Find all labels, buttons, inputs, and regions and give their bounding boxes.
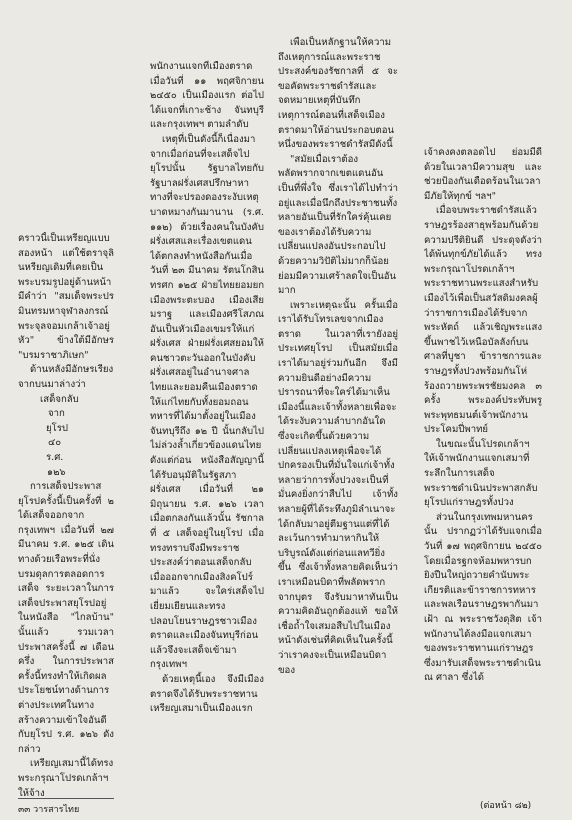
text-column-3 <box>278 36 398 812</box>
paragraph: พนักงานแจกที่เมืองตราด เมื่อวันที่ ๑๑ พฤศจิกายน ๒๔๕๐ เป็นเมืองแรก ต่อไปได้แจกที่เกาะช้าง จันทบุรี และกรุงเทพฯ ตามลำดับ <box>150 61 264 131</box>
inscription-line: ๔๐ <box>48 437 62 449</box>
continued-note: (ต่อหน้า ๘๒) <box>480 801 532 811</box>
paragraph: ด้วยเหตุนี้เอง จึงมีเมืองตราดจึงได้รับพระราชทานเหรียญเสมาเป็นเมืองแรก <box>150 673 264 715</box>
page-footer: ๓๓ วารสารไทย <box>18 805 80 815</box>
paragraph: เมื่อจบพระราชดำรัสแล้ว ราษฎรร้องสาธุพร้อมกันด้วยความปรีติยินดี ประดุจดังว่าได้พ้นทุกข์ภัยได้แล้ว ทรงพระกรุณาโปรดเกล้าฯ พระราชทานพระแสงสำหรับเมืองไว้เพื่อเป็นสวัสดิมงคลผู้ว่าราชการเมืองได้รับจากพระหัตถ์ แล้วเชิญพระแสงขึ้นพาชไว้เหนือบัลลังก์บนศาลที่บูชา ข้าราชการและราษฎรทั้งปวงพร้อมกันโห่ร้องถวายพระพรชัยมงคล ๓ ครั้ง พระองค์ประทับพรูพระพุทธมนต์เจ้าพนักงานประโคมปี่พาทย์ <box>424 205 542 436</box>
paragraph: เพื่อเป็นหลักฐานให้ความถึงเหตุการณ์และพระราชประสงค์ของรัชกาลที่ ๕ จะขอคัดพระราชดำรัสและจดหมายเหตุที่บันทึกเหตุการณ์ตอนที่เสด็จเมืองตราดมาให้อ่านประกอบตอนหนึ่งของพระราชดำรัสมีดังนี้ <box>278 37 398 151</box>
inscription-line: ยุโรป <box>46 422 69 434</box>
medal-inscription <box>18 393 114 481</box>
paragraph: ด้านหลังมีอักษรเรียงจากบนมาล่างว่า <box>18 364 114 390</box>
paragraph: คราวนี้เป็นเหรียญแบบสองหน้า แต่ใช้ตราจุลินหรียญเดิมที่เคยเป็นพระบรมรูปอยู่ด้านหน้ามีคำว่า "สมเด็จพระปรมินทรมหาจุฬาลงกรณ์ พระจุลจอมเกล้าเจ้าอยู่หัว" ข้างใต้มีอักษร "บรมราชาภิเษก" <box>18 233 114 361</box>
inscription-line: จาก <box>48 408 65 420</box>
inscription-line: ๑๒๖ <box>47 466 66 478</box>
text-column-2 <box>150 60 264 812</box>
text-column-1 <box>18 232 114 798</box>
inscription-line: ร.ศ. <box>46 451 64 463</box>
paragraph: เหรียญเสมานี้ได้ทรงพระกรุณาโปรดเกล้าฯ ให้จ้าง <box>18 758 114 798</box>
paragraph: เหตุที่เป็นดังนี้ก็เนื่องมาจากเมื่อก่อนที่จะเสด็จไปยุโรปนั้น รัฐบาลไทยกับรัฐบาลฝรั่งเศสปรึกษาหาทางที่จะปรองดองระงับเหตุบาดหมางกันมานาน (ร.ศ. ๑๑๒) ด้วยเรื่องคนในบังคับฝรั่งเศสและเรื่องเขตแดน ได้ตกลงทำหนังสือกันเมื่อวันที่ ๒๓ มีนาคม รัตนโกสินทรศก ๑๒๕ ฝ่ายไทยยอมยกเมืองพระตะบอง เมืองเสียมราฐ และเมืองศรีโสภณ อันเป็นหัวเมืองเขมรให้แก่ฝรั่งเศส ฝ่ายฝรั่งเศสยอมให้คนชาวตะวันออกในบังคับฝรั่งเศสอยู่ในอำนาจศาลไทยและยอมคืนเมืองตราดให้แก่ไทยกับทั้งยอมถอนทหารที่ได้มาตั้งอยู่ในเมืองจันทบุรีถึง ๑๒ ปี นั้นกลับไป ไม่ล่วงล้ำเกี่ยวข้องแดนไทยดังแต่ก่อน หนังสือสัญญานี้ได้รับอนุมัติในรัฐสภาฝรั่งเศส เมื่อวันที่ ๒๑ มิถุนายน ร.ศ. ๑๒๖ เวลาเมื่อตกลงกันแล้วนั้น รัชกาลที่ ๕ เสด็จอยู่ในยุโรป เมื่อทรงทราบจึงมีพระราชประสงค์ว่าตอนเสด็จกลับ เมื่อออกจากเมืองสิงคโปร์มาแล้ว จะใคร่เสด็จไปเยี่ยมเยียนและทรงปลอบโยนราษฎรชาวเมืองตราดและเมืองจันทบุรีก่อน แล้วจึงจะเสด็จเข้ามากรุงเทพฯ <box>150 133 264 671</box>
paragraph: การเสด็จประพาสยุโรปครั้งนี้เป็นครั้งที่ ๒ ได้เสด็จออกจากกรุงเทพฯ เมื่อวันที่ ๒๗ มีนาคม ร.ศ. ๑๒๕ เดินทางด้วยเรือพระที่นั่ง บรมดุลการตลอดการเสด็จ ระยะเวลาในการเสด็จประพาสยุโรปอยู่ในหนังสือ "ไกลบ้าน" นั้นแล้ว รวมเวลาประพาสครั้งนี้ ๗ เดือนครึ่ง ในการประพาสครั้งนี้ทรงทำให้เกิดผลประโยชน์ทางด้านการต่างประเทศในทางสร้างความเข้าใจอันดีกับยุโรป ร.ศ. ๑๒๖ ดังกล่าว <box>18 481 114 755</box>
footer-rule <box>18 798 114 799</box>
text-column-4 <box>424 146 542 806</box>
paragraph: ส่วนในกรุงเทพมหานครนั้น ปรากฏว่าได้รับแจกเมื่อวันที่ ๑๗ พฤศจิกายน ๒๔๕๐ โดยเมื่อรฐกจห้อมพหารบกยิงปืนใหญ่ถวายคำนับพระเกียรติและข้าราชการทหารและพลเรือนราษฎรพากันมาเฝ้า ณ พระราชวังดุสิต เจ้าพนักงานได้ลงมือแจกเสมาของพระราชทานแก่ราษฎร ซึ่งมารับเสด็จพระราชดำเนิน ณ ศาลา ซึ่งได้ <box>424 511 542 684</box>
quote-paragraph: เพราะเหตุฉะนั้น ครั้นเมื่อเราได้รับโทรเลขจากเมืองตราด ในเวลาที่เรายังอยู่ประเทศยุโรป เป็นสมัยเมื่อเราได้มาอยู่ร่วมกันอีก จึงมีความยินดีอย่างมีความปรารถนาที่จะใคร่ได้มาเห็นเมืองนี้และเจ้าทั้งหลายเพื่อจะได้ระงับความลำบากอันใด ซึ่งจะเกิดขึ้นด้วยความเปลี่ยนแปลงเหตุเพื่อจะได้ปกครองเป็นที่มั่นใจแก่เจ้าทั้งหลายว่าการทั้งปวงจะเป็นที่มั่นคงยิ่งกว่าสืบไป เจ้าทั้งหลายผู้ที่ได้ระทึงภูมิลำเนาจะได้กลับมาอยู่ตีมฐานแต่ที่ได้ละเว้นการทำมาหากินให้บริบูรณ์ดังแต่ก่อนแลทวียิ่งขึ้น ซึ่งเจ้าทั้งหลายคิดเห็นว่าเราเหมือนบิดาที่พลัดพรากจากบุตร จึงรับมาหาทันเป็นความคิดอันถูกต้องแท้ ขอให้เชื่อถ้ำใจเสมอสืบไปในเมืองหน้าดังเช่นที่คิดเห็นในครั้งนี้ ว่าเราคงจะเป็นเหมือนบิดาของ <box>278 299 398 676</box>
quote-paragraph: "สมัยเมื่อเราต้องพลัดพรากจากเขตแดนอันเป็นที่พึ่งใจ ซึ่งเราได้ไปทำว่าอยู่และเมื่อนึกถึงประชาชนทั้งหลายอันเป็นที่รักใคร่คุ้นเคยของเราต้องได้รับความเปลี่ยนแปลงอันประกอบไปด้วยความวิปัติไม่มากก็น้อย ย่อมมีความเศร้าลดใจเป็นอันมาก <box>278 153 398 297</box>
quote-paragraph: เจ้าคงคงตลอดไป ย่อมมีดีด้วยในเวลามีความสุข และช่วยป้องกันเดือดร้อนในเวลามีภัยให้ทุกข์ ฯลฯ" <box>424 147 542 202</box>
paragraph: ในขณะนั้นโปรดเกล้าฯ ให้เจ้าพนักงานแจกเสมาที่ระลึกในการเสด็จพระราชดำเนินประพาสกลับยุโรปแก่ราษฎรทั้งปวง <box>424 438 538 509</box>
inscription-line: เสด็จกลับ <box>40 393 79 405</box>
